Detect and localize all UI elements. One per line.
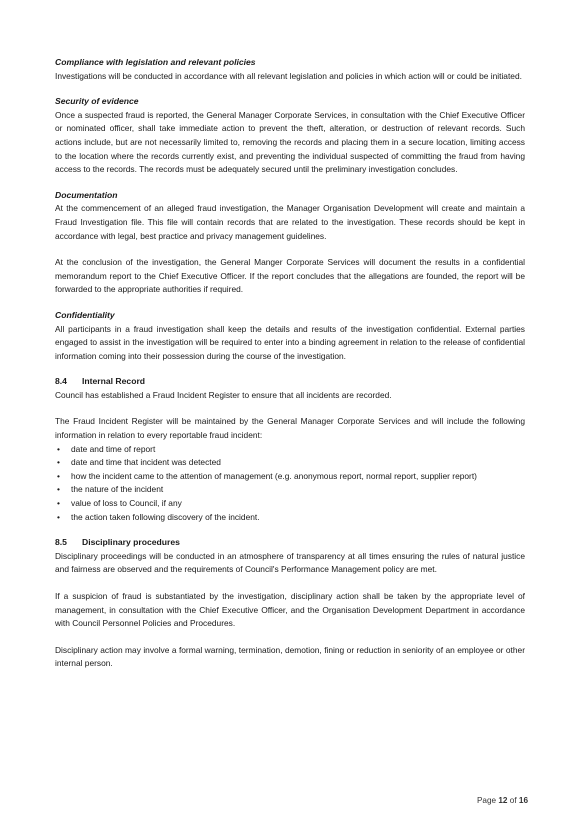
list-item: • the nature of the incident (55, 483, 525, 497)
page-label: Page (476, 796, 497, 805)
section-title: Internal Record (82, 376, 146, 387)
disciplinary-heading (55, 536, 525, 550)
list-item: • value of loss to Council, if any (55, 497, 525, 511)
internal-record-heading (55, 375, 525, 389)
page-total: 16 (518, 796, 528, 805)
document-body (55, 56, 525, 671)
list-item: • how the incident came to the attention of management (e.g. anonymous report, normal report, supplier report) (55, 470, 525, 484)
disciplinary-text-2: If a suspicion of fraud is substantiated by the investigation, disciplinary action shall be taken by the appropriate level of management, in consultation with the Chief Executive Officer, and the Organisation Development Department in accordance with Council Personnel Policies and Procedures. (55, 591, 525, 629)
page-number: 12 (498, 796, 508, 805)
bullet-icon: • (57, 511, 60, 522)
section-number: 8.5 (55, 537, 67, 548)
internal-record-text-2: The Fraud Incident Register will be maintained by the General Manager Corporate Services and will include the following information in relation to every reportable fraud incident: (55, 416, 525, 441)
list-item: • date and time of report (55, 443, 525, 457)
bullet-icon: • (57, 457, 60, 468)
confidentiality-heading: Confidentiality (55, 309, 115, 320)
bullet-icon: • (57, 443, 60, 454)
of-label: of (509, 796, 517, 805)
page-footer (477, 796, 528, 805)
incident-info-list (55, 443, 525, 525)
confidentiality-text: All participants in a fraud investigation shall keep the details and results of the investigation confidential. External parties engaged to assist in the investigation will be required to enter into a binding agreement in relation to the release of confidential information coming into their possession during the course of the investigation. (55, 323, 525, 361)
bullet-icon: • (57, 498, 60, 509)
security-text: Once a suspected fraud is reported, the General Manager Corporate Services, in consultation with the Chief Executive Officer or nominated officer, shall take immediate action to prevent the theft, alteration, or destruction of relevant records. Such actions include, but are not necessarily limited to, removing the records and placing them in a secure location, limiting access to the location where the records currently exist, and preventing the individual suspected of committing the fraud from having access to the records. The records must be adequately secured until the preliminary investigation concludes. (55, 109, 525, 175)
documentation-text-2: At the conclusion of the investigation, the General Manger Corporate Services will document the results in a confidential memorandum report to the Chief Executive Officer. If the report concludes that the allegations are founded, the report will be forwarded to the appropriate authorities if required. (55, 257, 525, 295)
bullet-icon: • (57, 484, 60, 495)
internal-record-text-1: Council has established a Fraud Incident Register to ensure that all incidents are recorded. (55, 389, 392, 400)
documentation-heading: Documentation (55, 189, 118, 200)
list-item: • date and time that incident was detected (55, 456, 525, 470)
disciplinary-text-1: Disciplinary proceedings will be conducted in an atmosphere of transparency at all times ensuring the rules of natural justice and fairness are observed and the requirements of Council's Performance Management policy are met. (55, 550, 525, 575)
compliance-heading: Compliance with legislation and relevant policies (55, 57, 256, 67)
section-title: Disciplinary procedures (82, 537, 180, 548)
list-item: • the action taken following discovery of the incident. (55, 511, 525, 525)
compliance-text: Investigations will be conducted in accordance with all relevant legislation and policies in which action will or could be initiated. (55, 70, 522, 81)
security-heading: Security of evidence (55, 96, 139, 107)
section-number: 8.4 (55, 376, 67, 387)
documentation-text-1: At the commencement of an alleged fraud investigation, the Manager Organisation Development will create and maintain a Fraud Investigation file. This file will contain records that are related to the investigation. These records should be kept in accordance with legal, best practice and privacy management guidelines. (55, 203, 525, 241)
bullet-icon: • (57, 470, 60, 481)
disciplinary-text-3: Disciplinary action may involve a formal warning, termination, demotion, fining or reduction in seniority of an employee or other internal person. (55, 644, 525, 669)
